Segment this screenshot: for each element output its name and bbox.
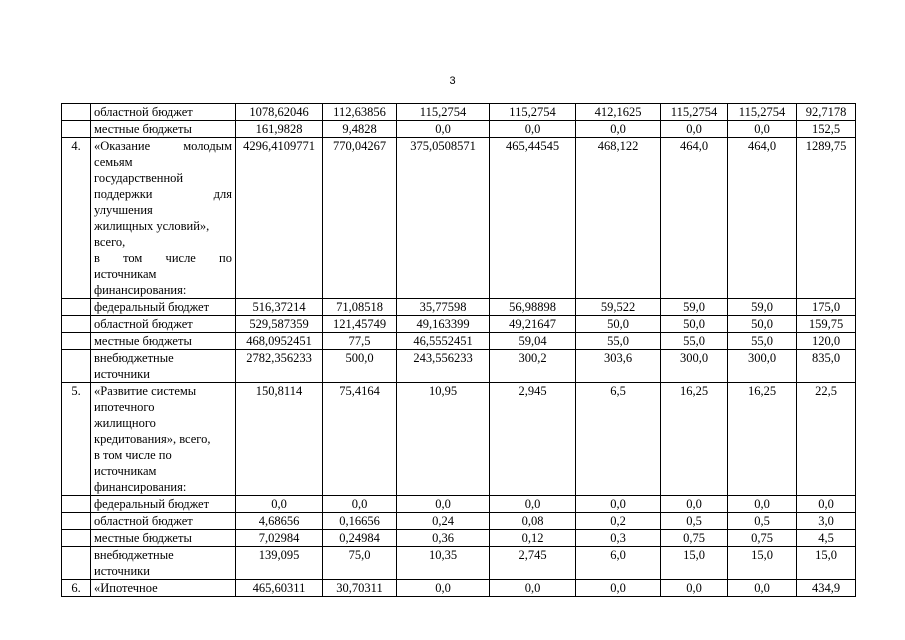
value-cell: 2,745: [490, 547, 576, 580]
row-name: [91, 496, 236, 513]
row-name-line: финансирования:: [94, 480, 187, 494]
row-name-line: источникам: [94, 267, 157, 281]
value-cell: 0,0: [576, 121, 661, 138]
value-cell: 468,122: [576, 138, 661, 299]
row-number: 5.: [62, 383, 91, 496]
row-name: [91, 316, 236, 333]
row-name: [91, 547, 236, 580]
row-name: [91, 513, 236, 530]
value-cell: 0,0: [490, 121, 576, 138]
value-cell: 0,0: [490, 580, 576, 597]
row-number: [62, 104, 91, 121]
value-cell: 16,25: [661, 383, 728, 496]
value-cell: 0,0: [728, 496, 797, 513]
value-cell: 50,0: [576, 316, 661, 333]
row-name-line: федеральный бюджет: [94, 300, 210, 314]
row-name-line: финансирования:: [94, 283, 187, 297]
value-cell: 303,6: [576, 350, 661, 383]
budget-table: [61, 103, 856, 597]
row-name-line: внебюджетные: [94, 351, 174, 365]
value-cell: 120,0: [797, 333, 856, 350]
value-cell: 30,70311: [323, 580, 397, 597]
value-cell: 0,0: [397, 496, 490, 513]
row-name-line: «Развитие системы: [94, 384, 197, 398]
value-cell: 243,556233: [397, 350, 490, 383]
row-number: [62, 547, 91, 580]
value-cell: 56,98898: [490, 299, 576, 316]
value-cell: 0,24984: [323, 530, 397, 547]
value-cell: 0,0: [728, 121, 797, 138]
row-name: [91, 333, 236, 350]
row-name-line: областной бюджет: [94, 514, 193, 528]
row-number: 4.: [62, 138, 91, 299]
value-cell: 22,5: [797, 383, 856, 496]
value-cell: 0,0: [576, 496, 661, 513]
row-number: [62, 350, 91, 383]
row-name-line: областной бюджет: [94, 105, 193, 119]
value-cell: 139,095: [236, 547, 323, 580]
row-number: 6.: [62, 580, 91, 597]
value-cell: 529,587359: [236, 316, 323, 333]
table-row: [62, 121, 856, 138]
value-cell: 2,945: [490, 383, 576, 496]
value-cell: 4296,4109771: [236, 138, 323, 299]
value-cell: 0,0: [236, 496, 323, 513]
value-cell: 0,36: [397, 530, 490, 547]
value-cell: 3,0: [797, 513, 856, 530]
value-cell: 0,0: [490, 496, 576, 513]
row-name-line: поддержки для: [94, 187, 232, 201]
value-cell: 0,24: [397, 513, 490, 530]
value-cell: 0,08: [490, 513, 576, 530]
row-name-line: жилищных условий»,: [94, 219, 210, 233]
row-name-line: в том числе по: [94, 251, 232, 265]
row-name: [91, 580, 236, 597]
value-cell: 55,0: [576, 333, 661, 350]
row-name-line: государственной: [94, 171, 184, 185]
row-name: [91, 121, 236, 138]
table-row: [62, 104, 856, 121]
row-name-line: источникам: [94, 464, 157, 478]
value-cell: 300,2: [490, 350, 576, 383]
table-row: [62, 333, 856, 350]
row-name-line: ипотечного: [94, 400, 155, 414]
row-name-line: областной бюджет: [94, 317, 193, 331]
row-name-line: семьям: [94, 155, 133, 169]
value-cell: 0,0: [661, 121, 728, 138]
value-cell: 161,9828: [236, 121, 323, 138]
value-cell: 0,12: [490, 530, 576, 547]
table-row: [62, 138, 856, 299]
value-cell: 15,0: [728, 547, 797, 580]
value-cell: 0,0: [728, 580, 797, 597]
value-cell: 500,0: [323, 350, 397, 383]
row-name: [91, 138, 236, 299]
value-cell: 10,35: [397, 547, 490, 580]
value-cell: 49,163399: [397, 316, 490, 333]
row-number: [62, 496, 91, 513]
value-cell: 1289,75: [797, 138, 856, 299]
value-cell: 75,0: [323, 547, 397, 580]
budget-table-body: [62, 104, 856, 597]
value-cell: 0,3: [576, 530, 661, 547]
value-cell: 0,16656: [323, 513, 397, 530]
value-cell: 464,0: [728, 138, 797, 299]
value-cell: 412,1625: [576, 104, 661, 121]
value-cell: 465,44545: [490, 138, 576, 299]
table-row: [62, 547, 856, 580]
value-cell: 434,9: [797, 580, 856, 597]
row-number: [62, 530, 91, 547]
table-row: [62, 316, 856, 333]
value-cell: 16,25: [728, 383, 797, 496]
value-cell: 59,0: [728, 299, 797, 316]
value-cell: 35,77598: [397, 299, 490, 316]
value-cell: 15,0: [797, 547, 856, 580]
value-cell: 0,0: [797, 496, 856, 513]
value-cell: 115,2754: [397, 104, 490, 121]
page-number: 3: [449, 75, 456, 87]
value-cell: 300,0: [661, 350, 728, 383]
value-cell: 50,0: [728, 316, 797, 333]
row-name-line: местные бюджеты: [94, 334, 192, 348]
value-cell: 112,63856: [323, 104, 397, 121]
row-name-line: улучшения: [94, 203, 153, 217]
value-cell: 6,0: [576, 547, 661, 580]
value-cell: 71,08518: [323, 299, 397, 316]
value-cell: 0,5: [728, 513, 797, 530]
row-number: [62, 316, 91, 333]
value-cell: 75,4164: [323, 383, 397, 496]
value-cell: 77,5: [323, 333, 397, 350]
value-cell: 465,60311: [236, 580, 323, 597]
table-row: [62, 350, 856, 383]
table-row: [62, 513, 856, 530]
value-cell: 92,7178: [797, 104, 856, 121]
value-cell: 4,68656: [236, 513, 323, 530]
value-cell: 1078,62046: [236, 104, 323, 121]
value-cell: 0,0: [661, 496, 728, 513]
value-cell: 4,5: [797, 530, 856, 547]
row-name-line: источники: [94, 564, 150, 578]
value-cell: 0,0: [576, 580, 661, 597]
row-name-line: жилищного: [94, 416, 156, 430]
value-cell: 59,04: [490, 333, 576, 350]
value-cell: 15,0: [661, 547, 728, 580]
value-cell: 115,2754: [490, 104, 576, 121]
row-name: [91, 383, 236, 496]
table-row: [62, 580, 856, 597]
value-cell: 0,75: [728, 530, 797, 547]
value-cell: 7,02984: [236, 530, 323, 547]
value-cell: 6,5: [576, 383, 661, 496]
row-name-line: всего,: [94, 235, 126, 249]
value-cell: 59,522: [576, 299, 661, 316]
value-cell: 464,0: [661, 138, 728, 299]
value-cell: 50,0: [661, 316, 728, 333]
value-cell: 115,2754: [728, 104, 797, 121]
value-cell: 0,5: [661, 513, 728, 530]
value-cell: 10,95: [397, 383, 490, 496]
row-name-line: источники: [94, 367, 150, 381]
value-cell: 55,0: [728, 333, 797, 350]
value-cell: 516,37214: [236, 299, 323, 316]
value-cell: 0,2: [576, 513, 661, 530]
value-cell: 175,0: [797, 299, 856, 316]
value-cell: 0,75: [661, 530, 728, 547]
row-name-line: местные бюджеты: [94, 122, 192, 136]
value-cell: 375,0508571: [397, 138, 490, 299]
value-cell: 9,4828: [323, 121, 397, 138]
value-cell: 150,8114: [236, 383, 323, 496]
row-name: [91, 350, 236, 383]
row-name-line: местные бюджеты: [94, 531, 192, 545]
value-cell: 0,0: [661, 580, 728, 597]
value-cell: 0,0: [397, 580, 490, 597]
row-number: [62, 333, 91, 350]
table-row: [62, 496, 856, 513]
value-cell: 2782,356233: [236, 350, 323, 383]
table-row: [62, 383, 856, 496]
value-cell: 121,45749: [323, 316, 397, 333]
value-cell: 770,04267: [323, 138, 397, 299]
value-cell: 115,2754: [661, 104, 728, 121]
value-cell: 46,5552451: [397, 333, 490, 350]
value-cell: 159,75: [797, 316, 856, 333]
value-cell: 468,0952451: [236, 333, 323, 350]
table-row: [62, 530, 856, 547]
value-cell: 49,21647: [490, 316, 576, 333]
value-cell: 152,5: [797, 121, 856, 138]
row-number: [62, 299, 91, 316]
row-name-line: «Ипотечное: [94, 581, 158, 595]
row-name: [91, 299, 236, 316]
value-cell: 0,0: [397, 121, 490, 138]
value-cell: 0,0: [323, 496, 397, 513]
row-number: [62, 121, 91, 138]
row-name-line: в том числе по: [94, 448, 172, 462]
row-name-line: внебюджетные: [94, 548, 174, 562]
row-number: [62, 513, 91, 530]
row-name: [91, 104, 236, 121]
row-name-line: федеральный бюджет: [94, 497, 210, 511]
value-cell: 835,0: [797, 350, 856, 383]
value-cell: 59,0: [661, 299, 728, 316]
row-name-line: кредитования», всего,: [94, 432, 211, 446]
row-name-line: «Оказание молодым: [94, 139, 232, 153]
table-row: [62, 299, 856, 316]
value-cell: 55,0: [661, 333, 728, 350]
row-name: [91, 530, 236, 547]
value-cell: 300,0: [728, 350, 797, 383]
